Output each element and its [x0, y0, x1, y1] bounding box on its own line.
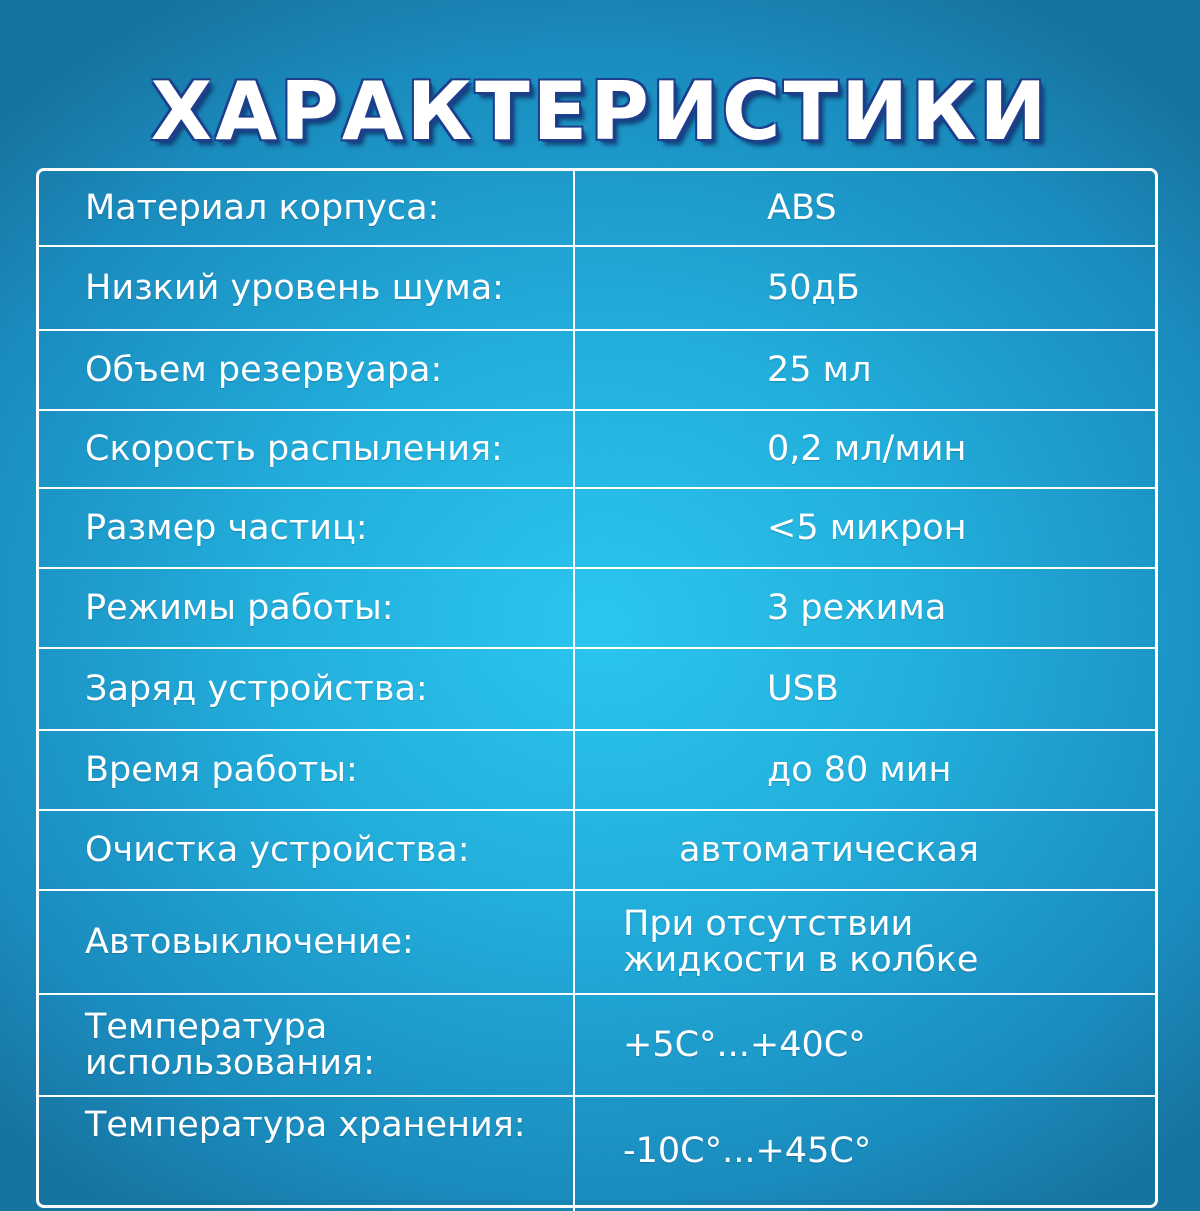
- spec-label: Скорость распыления:: [85, 429, 503, 469]
- spec-label: Очистка устройства:: [85, 830, 470, 870]
- table-row: [39, 171, 1155, 247]
- page-title: ХАРАКТЕРИСТИКИ: [150, 65, 1050, 158]
- spec-label: Автовыключение:: [85, 922, 414, 962]
- table-row: [39, 811, 1155, 891]
- spec-value: USB: [767, 669, 839, 709]
- table-row: [39, 489, 1155, 569]
- spec-value: ABS: [767, 188, 837, 228]
- table-row: [39, 891, 1155, 995]
- spec-value: +5С°...+40С°: [623, 1025, 866, 1065]
- spec-label: Время работы:: [85, 750, 358, 790]
- spec-label: Материал корпуса:: [85, 188, 440, 228]
- table-row: [39, 569, 1155, 649]
- table-row: [39, 247, 1155, 331]
- spec-value: 0,2 мл/мин: [767, 429, 967, 469]
- specs-table: [36, 168, 1158, 1208]
- spec-label: Температура хранения:: [85, 1105, 526, 1145]
- spec-value: 3 режима: [767, 588, 947, 628]
- table-row: [39, 995, 1155, 1097]
- table-row: [39, 731, 1155, 811]
- spec-label: Низкий уровень шума:: [85, 268, 504, 308]
- spec-label: Режимы работы:: [85, 588, 394, 628]
- spec-value: автоматическая: [679, 830, 979, 870]
- spec-value: При отсутствии жидкости в колбке: [623, 904, 979, 980]
- spec-value: до 80 мин: [767, 750, 952, 790]
- table-row: [39, 411, 1155, 489]
- spec-label: Объем резервуара:: [85, 350, 443, 390]
- spec-value: -10С°...+45С°: [623, 1131, 872, 1171]
- spec-value: <5 микрон: [767, 508, 967, 548]
- table-row: [39, 649, 1155, 731]
- spec-value: 50дБ: [767, 268, 860, 308]
- spec-value: 25 мл: [767, 350, 872, 390]
- spec-label: Размер частиц:: [85, 508, 368, 548]
- table-row: [39, 1097, 1155, 1207]
- spec-label: Заряд устройства:: [85, 669, 428, 709]
- table-row: [39, 331, 1155, 411]
- spec-label: Температура использования:: [85, 1007, 375, 1083]
